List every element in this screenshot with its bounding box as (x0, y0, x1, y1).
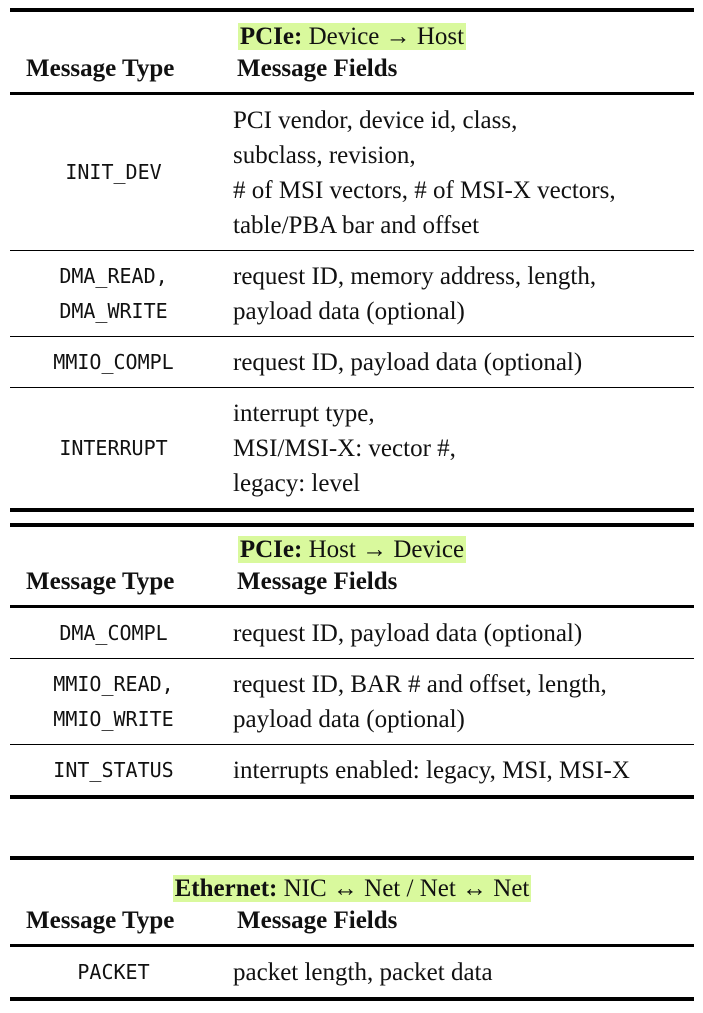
message-type-cell (10, 155, 217, 190)
table-row (10, 251, 694, 336)
table-row (10, 947, 694, 997)
message-type: INIT_DEV (65, 160, 162, 184)
field-line: MSI/MSI-X: vector #, (233, 434, 456, 462)
table-section-ethernet (10, 856, 694, 1001)
field-line: payload data (optional) (233, 297, 465, 325)
field-line: subclass, revision, (233, 141, 416, 169)
field-line: request ID, BAR # and offset, length, (233, 670, 607, 698)
header-message-type: Message Type (26, 907, 175, 934)
field-line: request ID, payload data (optional) (233, 619, 583, 647)
table-row (10, 659, 694, 744)
message-type: INTERRUPT (59, 435, 168, 460)
title-bold: PCIe: (239, 23, 303, 50)
field-line: # of MSI vectors, # of MSI-X vectors, (233, 176, 616, 204)
field-line: request ID, payload data (optional) (233, 348, 583, 376)
message-type-cell (10, 259, 217, 329)
bottom-rule (10, 508, 694, 512)
table-row (10, 388, 694, 508)
field-line: request ID, memory address, length, (233, 262, 597, 290)
message-type-cell (10, 345, 217, 380)
title-bold: PCIe: (239, 536, 303, 563)
section-title (10, 860, 694, 904)
field-line: legacy: level (233, 469, 361, 497)
message-type: MMIO_COMPL (53, 349, 174, 374)
title-rest: Host → Device (308, 536, 465, 563)
message-type-cell (10, 753, 217, 788)
table-row (10, 608, 694, 658)
message-fields-cell (217, 955, 694, 990)
header-message-fields: Message Fields (237, 55, 398, 82)
header-message-fields: Message Fields (237, 907, 398, 934)
message-type: MMIO_WRITE (53, 706, 174, 731)
title-highlight (238, 536, 466, 563)
message-fields-cell (217, 103, 694, 243)
message-type-cell (10, 955, 217, 990)
table-section-device-to-host (10, 8, 694, 512)
table-row (10, 745, 694, 795)
message-type-cell (10, 667, 217, 737)
message-fields-cell (217, 753, 694, 788)
field-line: interrupts enabled: legacy, MSI, MSI-X (233, 756, 630, 784)
header-row (10, 565, 694, 605)
header-message-type: Message Type (26, 568, 175, 595)
field-line: interrupt type, (233, 399, 375, 427)
message-fields-cell (217, 396, 694, 501)
bottom-rule (10, 997, 694, 1001)
section-title (10, 12, 694, 52)
message-fields-cell (217, 345, 694, 380)
header-row (10, 52, 694, 92)
table-row (10, 337, 694, 387)
field-line: payload data (optional) (233, 705, 465, 733)
message-type: INT_STATUS (53, 757, 174, 782)
message-type: DMA_COMPL (59, 620, 168, 645)
bottom-rule (10, 795, 694, 799)
message-fields-cell (217, 259, 694, 329)
message-type: MMIO_READ, (53, 671, 174, 696)
message-fields-cell (217, 616, 694, 651)
title-highlight (173, 875, 532, 902)
field-line: packet length, packet data (233, 958, 493, 986)
message-type: DMA_WRITE (59, 298, 168, 323)
title-rest: NIC ↔ Net / Net ↔ Net (283, 875, 530, 902)
message-type-cell (10, 616, 217, 651)
header-message-fields: Message Fields (237, 568, 398, 595)
message-type: DMA_READ, (59, 263, 168, 288)
title-bold: Ethernet: (174, 875, 278, 902)
message-type-cell (10, 431, 217, 466)
message-type: PACKET (77, 959, 150, 984)
title-highlight (238, 23, 466, 50)
table-section-host-to-device (10, 523, 694, 799)
field-line: table/PBA bar and offset (233, 211, 480, 239)
title-rest: Device → Host (308, 23, 465, 50)
field-line: PCI vendor, device id, class, (233, 106, 518, 134)
message-fields-cell (217, 667, 694, 737)
header-row (10, 904, 694, 944)
header-message-type: Message Type (26, 55, 175, 82)
table-row (10, 95, 694, 250)
section-title (10, 527, 694, 565)
